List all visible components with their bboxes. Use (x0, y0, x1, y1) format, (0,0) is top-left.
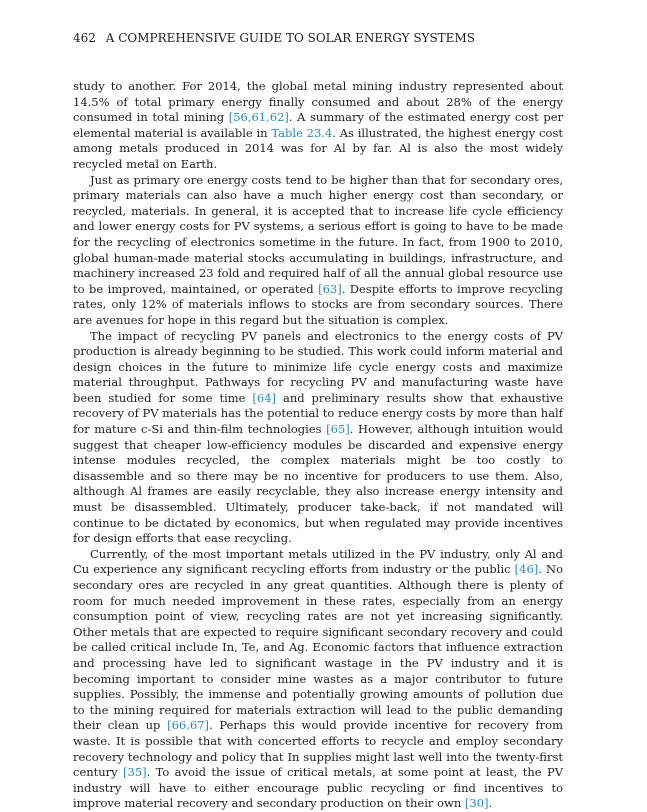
paragraph (73, 329, 563, 547)
citation-link[interactable]: [63] (318, 281, 342, 296)
text-run: and preliminary results show that exhaustive recovery of PV materials has the potential to reduce energy costs by more than half for mature c-Si and thin-film technologies (73, 390, 563, 437)
text-run: . A summary of the estimated energy cost per elemental material is available in (73, 110, 564, 140)
running-header (73, 31, 563, 45)
body-text (73, 79, 563, 812)
table-reference-link[interactable]: Table 23.4 (271, 125, 333, 140)
text-run: . Perhaps this would provide incentive for recovery from waste. It is possible that with concerted efforts to recycle and employ secondary recovery technology and policy that In supplies might last well into the twenty-first century (73, 718, 563, 780)
text-run: . To avoid the issue of critical metals, at some point at least, the PV industry will have to either encourage public recycling or find incentives to improve material recovery and secondary production on their own (73, 765, 563, 811)
paragraph (73, 173, 563, 329)
citation-link[interactable]: [65] (326, 422, 350, 437)
paragraph (73, 79, 563, 173)
text-run: . However, although intuition would suggest that cheaper low-efficiency modules be discarded and expensive energy intense modules recycled, the complex materials might be too costly to disassemble and so there may be no incentive for producers to use them. Also, although Al frames are easily recyclable, they also increase energy intensity and must be disassembled. Ultimately, producer take-back, if not mandated will continue to be dictated by economics, but when regulated may provide incentives for design efforts that ease recycling. (73, 422, 563, 546)
paragraph (73, 547, 563, 812)
page-number: 462 (73, 31, 96, 45)
citation-link[interactable]: [66,67] (167, 718, 210, 733)
text-run: Just as primary ore energy costs tend to be higher than that for secondary ores, primary materials can also have a much higher energy cost than secondary, or recycled, materials. In general, it is accepted that to increase life cycle efficiency and lower energy costs for PV systems, a serious effort is going to have to be made for the recycling of electronics sometime in the future. In fact, from 1900 to 2010, global human-made material stocks accumulating in buildings, infrastructure, and machinery increased 23 fold and required half of all the annual global resource use to be improved, maintained, or operated (73, 172, 563, 296)
citation-link[interactable]: [46] (514, 562, 539, 577)
citation-link[interactable]: [56,61,62] (228, 110, 289, 125)
text-run: . As illustrated, the highest energy cost among metals produced in 2014 was for Al by far. Al is also the most widely recycled metal on Earth. (73, 125, 563, 171)
text-run: Currently, of the most important metals utilized in the PV industry, only Al and Cu experience any significant recycling efforts from industry or the public (73, 546, 563, 577)
citation-link[interactable]: [64] (252, 390, 277, 405)
text-run: The impact of recycling PV panels and electronics to the energy costs of PV production is already beginning to be studied. This work could inform material and design choices in the future to minimize life cycle energy costs and maximize material throughput. Pathways for recycling PV and manufacturing waste have been studied for some time (73, 328, 563, 405)
text-run: . No secondary ores are recycled in any great quantities. Although there is plenty of room for much needed improvement in these rates, especially from an energy consumption point of view, recycling rates are not yet increasing significantly. Other metals that are expected to require significant secondary recovery and could be called critical include In, Te, and Ag. Economic factors that influence extraction and processing have led to significant wastage in the PV industry and it is becoming important to consider mine wastes as a major contributor to future supplies. Possibly, the immense and potentially growing amounts of pollution due to the mining required for materials extraction will lead to the public demanding their clean up (73, 562, 563, 733)
text-run: . Despite efforts to improve recycling rates, only 12% of materials inflows to stocks are from secondary sources. There are avenues for hope in this regard but the situation is complex. (73, 281, 564, 327)
text-run: study to another. For 2014, the global metal mining industry represented about 14.5% of total primary energy finally consumed and about 28% of the energy consumed in total mining (73, 79, 563, 125)
text-run: . (488, 796, 493, 811)
citation-link[interactable]: [35] (123, 765, 147, 780)
citation-link[interactable]: [30] (464, 796, 489, 811)
running-title: A COMPREHENSIVE GUIDE TO SOLAR ENERGY SYSTEMS (105, 31, 475, 45)
